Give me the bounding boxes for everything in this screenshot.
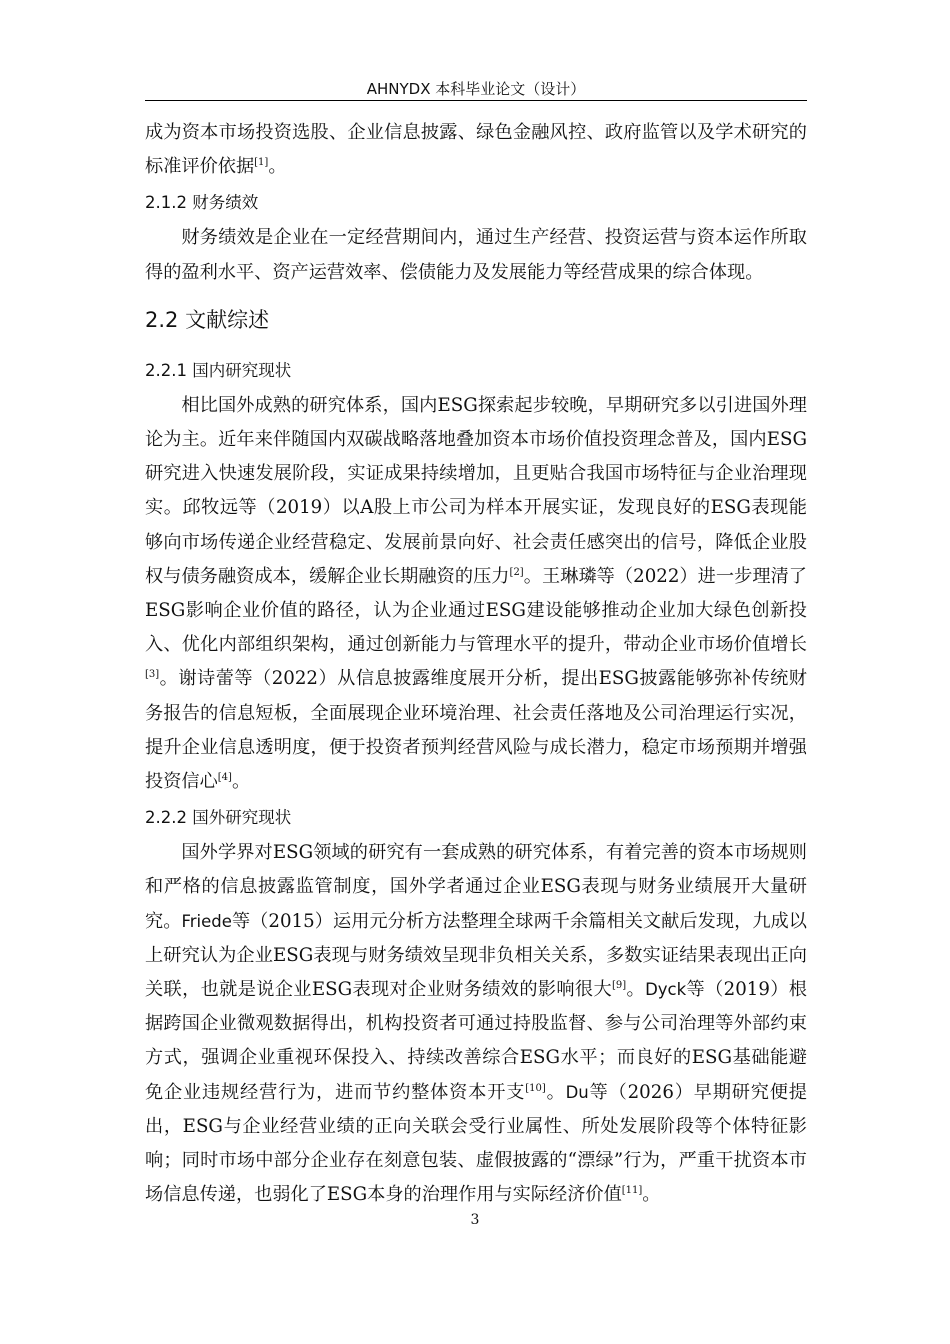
paragraph-text: 等（2019）根据跨国企业微观数据得出，机构投资者可通过持股监督、参与公司治理等外部约束方式，强调企业重视环保投入、持续改善综合ESG水平；而良好的ESG基础能避免企业违规经营行为，进而节约整体资本开支: [145, 979, 807, 1103]
paragraph-continued: [145, 116, 807, 184]
section-heading-2-1-2: 2.1.2 财务绩效: [145, 193, 259, 213]
paragraph-text: 相比国外成熟的研究体系，国内ESG探索起步较晚，早期研究多以引进国外理论为主。近年来伴随国内双碳战略落地叠加资本市场价值投资理念普及，国内ESG研究进入快速发展阶段，实证成果持续增加，且更贴合我国市场特征与企业治理现实。邱牧远等（2019）以A股上市公司为样本开展实证，发现良好的ESG表现能够向市场传递企业经营稳定、发展前景向好、社会责任感突出的信号，降低企业股权与债务融资成本，缓解企业长期融资的压力: [145, 394, 807, 587]
author-name: Dyck: [645, 980, 687, 1000]
paragraph-text: 。: [642, 1184, 661, 1206]
author-name: Friede: [181, 911, 232, 931]
paragraph-text: 等（2015）运用元分析方法整理全球两千余篇相关文献后发现，九成以上研究认为企业ESG表现与财务绩效呈现非负相关关系，多数实证结果表现出正向关联，也就是说企业ESG表现对企业财务绩效的影响很大: [145, 910, 807, 1001]
running-header: AHNYDX 本科毕业论文（设计）: [366, 80, 586, 98]
paragraph-text: 。: [545, 1081, 566, 1103]
citation-marker[interactable]: [4]: [217, 771, 232, 783]
section-heading-2-2-1: 2.2.1 国内研究现状: [145, 360, 292, 380]
citation-marker[interactable]: [3]: [145, 669, 160, 681]
paragraph-text: 。谢诗蕾等（2022）从信息披露维度展开分析，提出ESG披露能够弥补传统财务报告的信息短板，全面展现企业环境治理、社会责任落地及公司治理运行实况，提升企业信息透明度，便于投资者预判经营风险与成长潜力，稳定市场预期并增强投资信心: [145, 668, 807, 793]
citation-marker[interactable]: [10]: [525, 1082, 546, 1094]
paragraph-text: 。: [268, 156, 287, 178]
paragraph-domestic-research: [145, 389, 807, 799]
body-text: [145, 116, 807, 1212]
paragraph-text: 成为资本市场投资选股、企业信息披露、绿色金融风控、政府监管以及学术研究的标准评价依据: [145, 122, 807, 178]
citation-marker[interactable]: [2]: [509, 566, 524, 578]
section-heading-2-2-2: 2.2.2 国外研究现状: [145, 808, 292, 828]
paragraph-financial-performance: 财务绩效是企业在一定经营期间内，通过生产经营、投资运营与资本运作所取得的盈利水平、资产运营效率、偿债能力及发展能力等经营成果的综合体现。: [145, 227, 807, 283]
paragraph-foreign-research: [145, 836, 807, 1212]
paragraph-text: 等（2026）早期研究便提出，ESG与企业经营业绩的正向关联会受行业属性、所处发展阶段等个体特征影响；同时市场中部分企业存在刻意包装、虚假披露的“漂绿”行为，严重干扰资本市场信息传递，也弱化了ESG本身的治理作用与实际经济价值: [145, 1081, 807, 1206]
citation-marker[interactable]: [11]: [621, 1185, 643, 1197]
paragraph-text: 。: [626, 979, 646, 1001]
header-rule: [145, 100, 807, 101]
paragraph-text: 国外学界对ESG领域的研究有一套成熟的研究体系，有着完善的资本市场规则和严格的信息披露监管制度，国外学者通过企业ESG表现与财务业绩展开大量研究。: [145, 842, 807, 932]
citation-marker[interactable]: [1]: [254, 157, 269, 169]
author-name: Du: [565, 1082, 589, 1102]
paragraph-text: 。王琳璘等（2022）进一步理清了ESG影响企业价值的路径，认为企业通过ESG建设能够推动企业加大绿色创新投入、优化内部组织架构，通过创新能力与管理水平的提升，带动企业市场价值增长: [145, 565, 807, 656]
section-heading-2-2: 2.2 文献综述: [145, 307, 270, 332]
paragraph-text: 。: [231, 771, 251, 793]
citation-marker[interactable]: [9]: [612, 980, 627, 991]
page-number: 3: [470, 1212, 480, 1228]
